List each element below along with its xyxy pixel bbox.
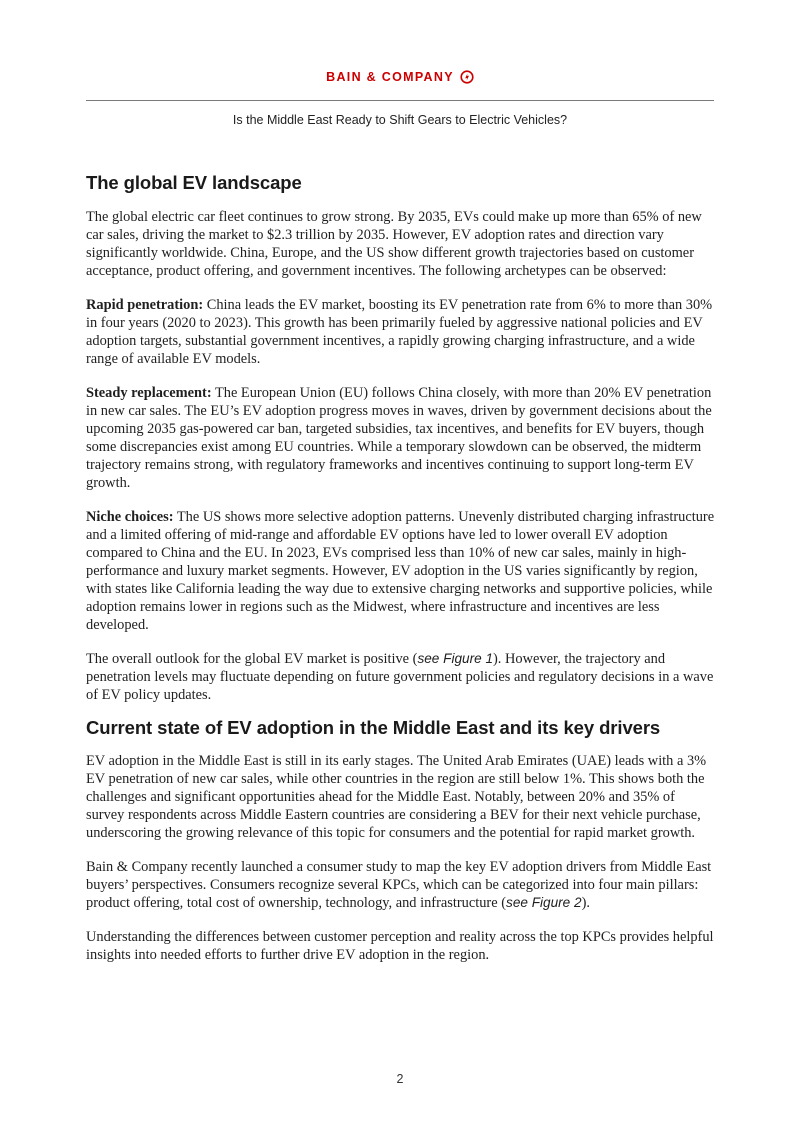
report-title: Is the Middle East Ready to Shift Gears to Electric Vehicles? <box>232 113 568 127</box>
outlook-text-b: ). However, the trajectory and penetration levels may fluctuate depending on future government policies and regulatory decisions in a wave of EV policy updates. <box>86 651 714 703</box>
paragraph-consumer-study <box>86 858 716 912</box>
label-niche-choices: Niche choices: <box>86 509 174 525</box>
outlook-text-a: The overall outlook for the global EV market is positive ( <box>86 651 418 667</box>
study-text-a: Bain & Company recently launched a consumer study to map the key EV adoption drivers from Middle East buyers’ perspectives. Consumers recognize several KPCs, which can be categorized into four main pillars: product offering, total cost of ownership, technology, and infrastructure ( <box>86 859 712 911</box>
paragraph-intro: The global electric car fleet continues to grow strong. By 2035, EVs could make up more than 65% of new car sales, driving the market to $2.3 trillion by 2035. However, EV adoption rates and direction vary significantly worldwide. China, Europe, and the US show different growth trajectories based on customer acceptance, product offering, and government incentives. The following archetypes can be observed: <box>86 209 702 279</box>
paragraph-steady-replacement <box>86 384 716 492</box>
study-text-b: ). <box>581 895 590 911</box>
paragraph-rapid-penetration <box>86 296 716 368</box>
figure-2-reference: see Figure 2 <box>506 895 582 910</box>
paragraph-niche-choices <box>86 508 716 634</box>
page-number: 2 <box>396 1072 404 1086</box>
label-steady-replacement: Steady replacement: <box>86 385 212 401</box>
brand-name: BAIN & COMPANY <box>326 70 454 84</box>
text-rapid-penetration: China leads the EV market, boosting its EV penetration rate from 6% to more than 30% in four years (2020 to 2023). This growth has been primarily fueled by aggressive national policies and EV adoption targets, substantial government incentives, a rapidly growing charging infrastructure, and a wide range of available EV models. <box>86 297 713 367</box>
brand-logo <box>326 70 474 84</box>
paragraph-perception-reality: Understanding the differences between customer perception and reality across the top KPCs provides helpful insights into needed efforts to further drive EV adoption in the region. <box>86 929 714 963</box>
text-steady-replacement: The European Union (EU) follows China closely, with more than 20% EV penetration in new car sales. The EU’s EV adoption progress moves in waves, driven by government decisions about the upcoming 2035 gas-powered car ban, targeted subsidies, tax incentives, and benefits for EV buyers, though some discrepancies exist among EU countries. While a temporary slowdown can be observed, the midterm trajectory remains strong, with regulatory frameworks and incentives continuing to support long-term EV growth. <box>86 385 712 491</box>
paragraph-outlook <box>86 650 716 704</box>
page-header <box>86 68 714 86</box>
label-rapid-penetration: Rapid penetration: <box>86 297 204 313</box>
main-content <box>86 172 716 964</box>
header-divider <box>86 100 714 101</box>
compass-logo-icon <box>460 70 474 84</box>
text-niche-choices: The US shows more selective adoption patterns. Unevenly distributed charging infrastructure and a limited offering of mid-range and affordable EV options have led to lower overall EV adoption compared to China and the EU. In 2023, EVs comprised less than 10% of new car sales, mainly in high-performance and luxury market segments. However, EV adoption in the US varies significantly by region, with states like California leading the way due to extensive charging networks and supportive policies, while adoption remains lower in regions such as the Midwest, where infrastructure and incentives are less developed. <box>86 509 715 633</box>
section-heading-global-ev: The global EV landscape <box>86 172 302 193</box>
figure-1-reference: see Figure 1 <box>417 651 494 666</box>
paragraph-middle-east-state: EV adoption in the Middle East is still in its early stages. The United Arab Emirates (UAE) leads with a 3% EV penetration of new car sales, while other countries in the region are still below 1%. This shows both the challenges and significant opportunities ahead for the Middle East. Notably, between 20% and 35% of survey respondents across Middle Eastern countries are considering a BEV for their next vehicle purchase, underscoring the growing relevance of this topic for consumers and the potential for rapid market growth. <box>86 753 707 841</box>
section-heading-middle-east: Current state of EV adoption in the Middle East and its key drivers <box>86 717 661 738</box>
